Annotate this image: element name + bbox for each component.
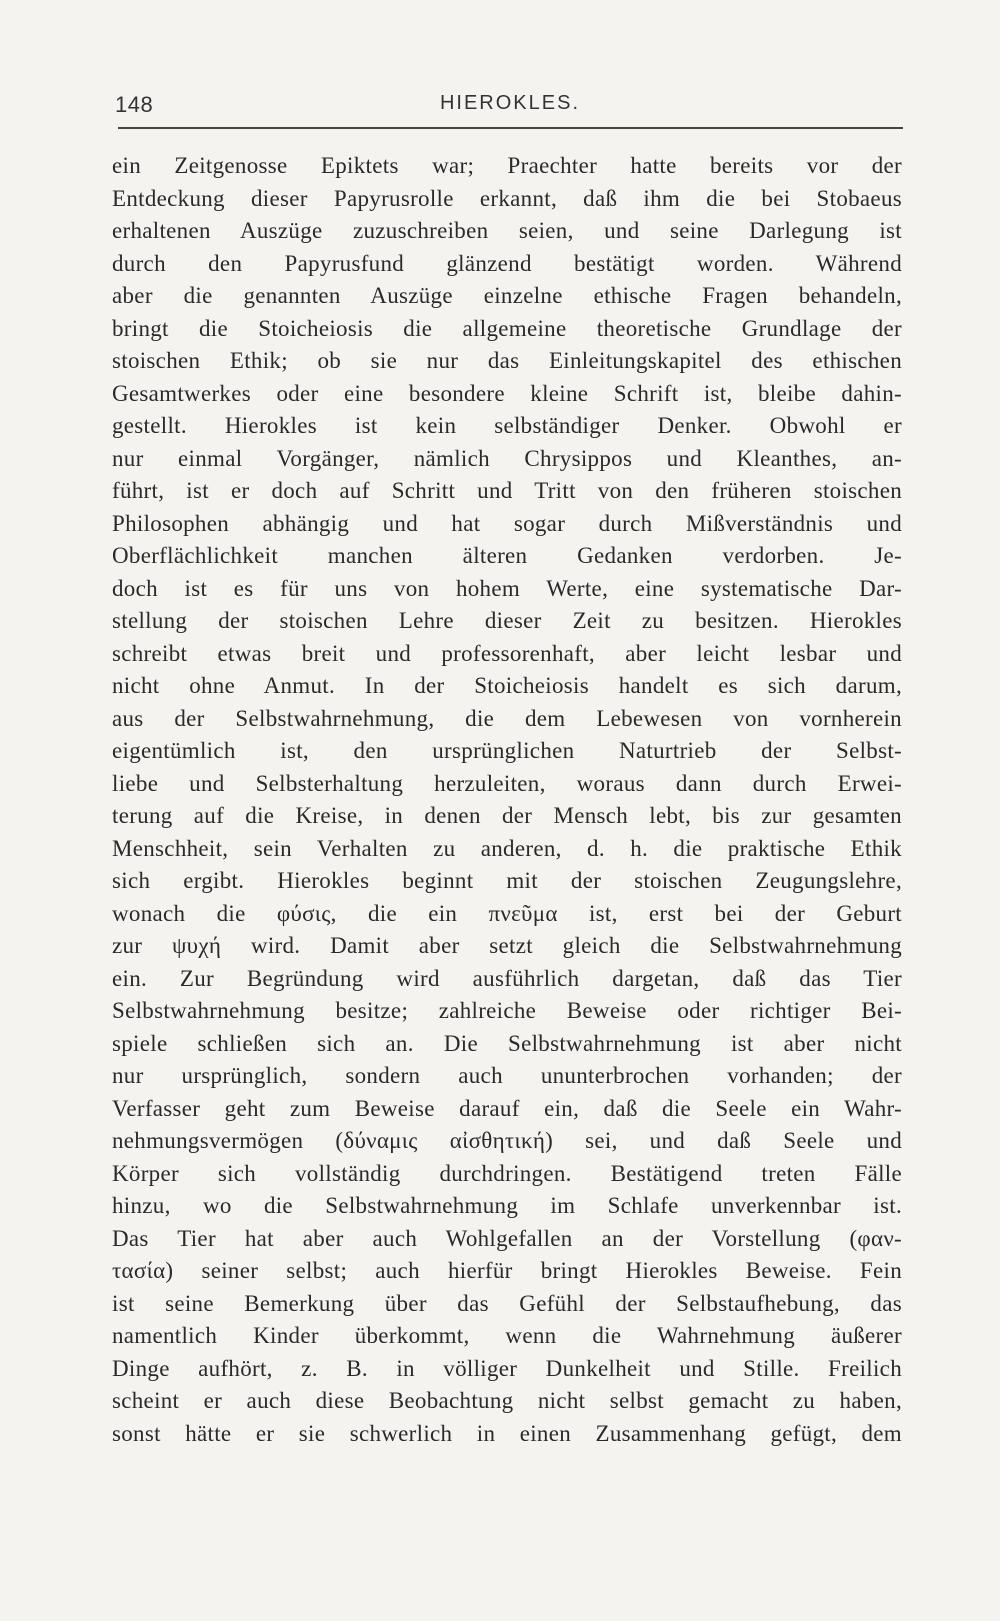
text-line: stellung der stoischen Lehre dieser Zeit zu besitzen. Hierokles <box>112 608 902 633</box>
text-line: gestellt. Hierokles ist kein selbständiger Denker. Obwohl er <box>112 413 902 438</box>
text-line: terung auf die Kreise, in denen der Mensch lebt, bis zur gesamten <box>112 803 902 828</box>
text-line: Menschheit, sein Verhalten zu anderen, d. h. die praktische Ethik <box>112 835 902 861</box>
text-line: spiele schließen sich an. Die Selbstwahrnehmung ist aber nicht <box>112 1030 902 1056</box>
text-line: schreibt etwas breit und professorenhaft, aber leicht lesbar und <box>112 640 902 666</box>
text-line: scheint er auch diese Beobachtung nicht selbst gemacht zu haben, <box>112 1388 902 1413</box>
text-line: ein Zeitgenosse Epiktets war; Praechter hatte bereits vor der <box>112 153 902 178</box>
text-line: nur ursprünglich, sondern auch ununterbrochen vorhanden; der <box>112 1063 902 1088</box>
text-line: τασία) seiner selbst; auch hierfür bringt Hierokles Beweise. Fein <box>112 1258 902 1283</box>
text-line: Philosophen abhängig und hat sogar durch Mißverständnis und <box>112 510 902 536</box>
body-text <box>112 150 902 1450</box>
text-line: führt, ist er doch auf Schritt und Tritt von den früheren stoischen <box>112 478 902 503</box>
text-line: eigentümlich ist, den ursprünglichen Naturtrieb der Selbst- <box>112 738 902 763</box>
header-rule <box>118 127 903 129</box>
text-line: Dinge aufhört, z. B. in völliger Dunkelheit und Stille. Freilich <box>112 1355 902 1381</box>
text-line: zur ψυχή wird. Damit aber setzt gleich die Selbstwahrnehmung <box>112 933 902 958</box>
text-line: erhaltenen Auszüge zuzuschreiben seien, und seine Darlegung ist <box>112 218 902 243</box>
text-line: sich ergibt. Hierokles beginnt mit der stoischen Zeugungslehre, <box>112 868 902 893</box>
text-line: ist seine Bemerkung über das Gefühl der Selbstaufhebung, das <box>112 1290 902 1316</box>
text-line: Oberflächlichkeit manchen älteren Gedanken verdorben. Je- <box>112 543 902 568</box>
page-number: 148 <box>115 92 154 117</box>
page-header <box>115 88 905 128</box>
text-line: hinzu, wo die Selbstwahrnehmung im Schlafe unverkennbar ist. <box>112 1193 902 1218</box>
text-line: Entdeckung dieser Papyrusrolle erkannt, daß ihm die bei Stobaeus <box>112 185 902 211</box>
text-line: namentlich Kinder überkommt, wenn die Wahrnehmung äußerer <box>112 1323 902 1348</box>
text-line: ein. Zur Begründung wird ausführlich dargetan, daß das Tier <box>112 965 902 991</box>
text-line: Das Tier hat aber auch Wohlgefallen an der Vorstellung (φαν- <box>112 1225 902 1251</box>
text-line: aus der Selbstwahrnehmung, die dem Lebewesen von vornherein <box>112 705 902 731</box>
text-line: Gesamtwerkes oder eine besondere kleine Schrift ist, bleibe dahin- <box>112 380 902 406</box>
text-line: nur einmal Vorgänger, nämlich Chrysippos und Kleanthes, an- <box>112 445 902 471</box>
text-line: Verfasser geht zum Beweise darauf ein, daß die Seele ein Wahr- <box>112 1095 902 1121</box>
text-line: Selbstwahrnehmung besitze; zahlreiche Beweise oder richtiger Bei- <box>112 998 902 1023</box>
text-line: aber die genannten Auszüge einzelne ethische Fragen behandeln, <box>112 283 902 308</box>
text-line: nicht ohne Anmut. In der Stoicheiosis handelt es sich darum, <box>112 673 902 698</box>
text-line: liebe und Selbsterhaltung herzuleiten, woraus dann durch Erwei- <box>112 770 902 796</box>
running-head: HIEROKLES. <box>439 92 581 114</box>
text-line: bringt die Stoicheiosis die allgemeine theoretische Grundlage der <box>112 315 902 341</box>
text-line: durch den Papyrusfund glänzend bestätigt worden. Während <box>112 250 902 276</box>
text-line: sonst hätte er sie schwerlich in einen Zusammenhang gefügt, dem <box>112 1420 902 1446</box>
text-line: doch ist es für uns von hohem Werte, eine systematische Dar- <box>112 575 902 601</box>
text-line: nehmungsvermögen (δύναμις αἰσθητική) sei, und daß Seele und <box>112 1128 902 1153</box>
text-line: Körper sich vollständig durchdringen. Bestätigend treten Fälle <box>112 1160 902 1186</box>
text-line: wonach die φύσις, die ein πνεῦμα ist, erst bei der Geburt <box>112 900 902 926</box>
text-line: stoischen Ethik; ob sie nur das Einleitungskapitel des ethischen <box>112 348 902 373</box>
